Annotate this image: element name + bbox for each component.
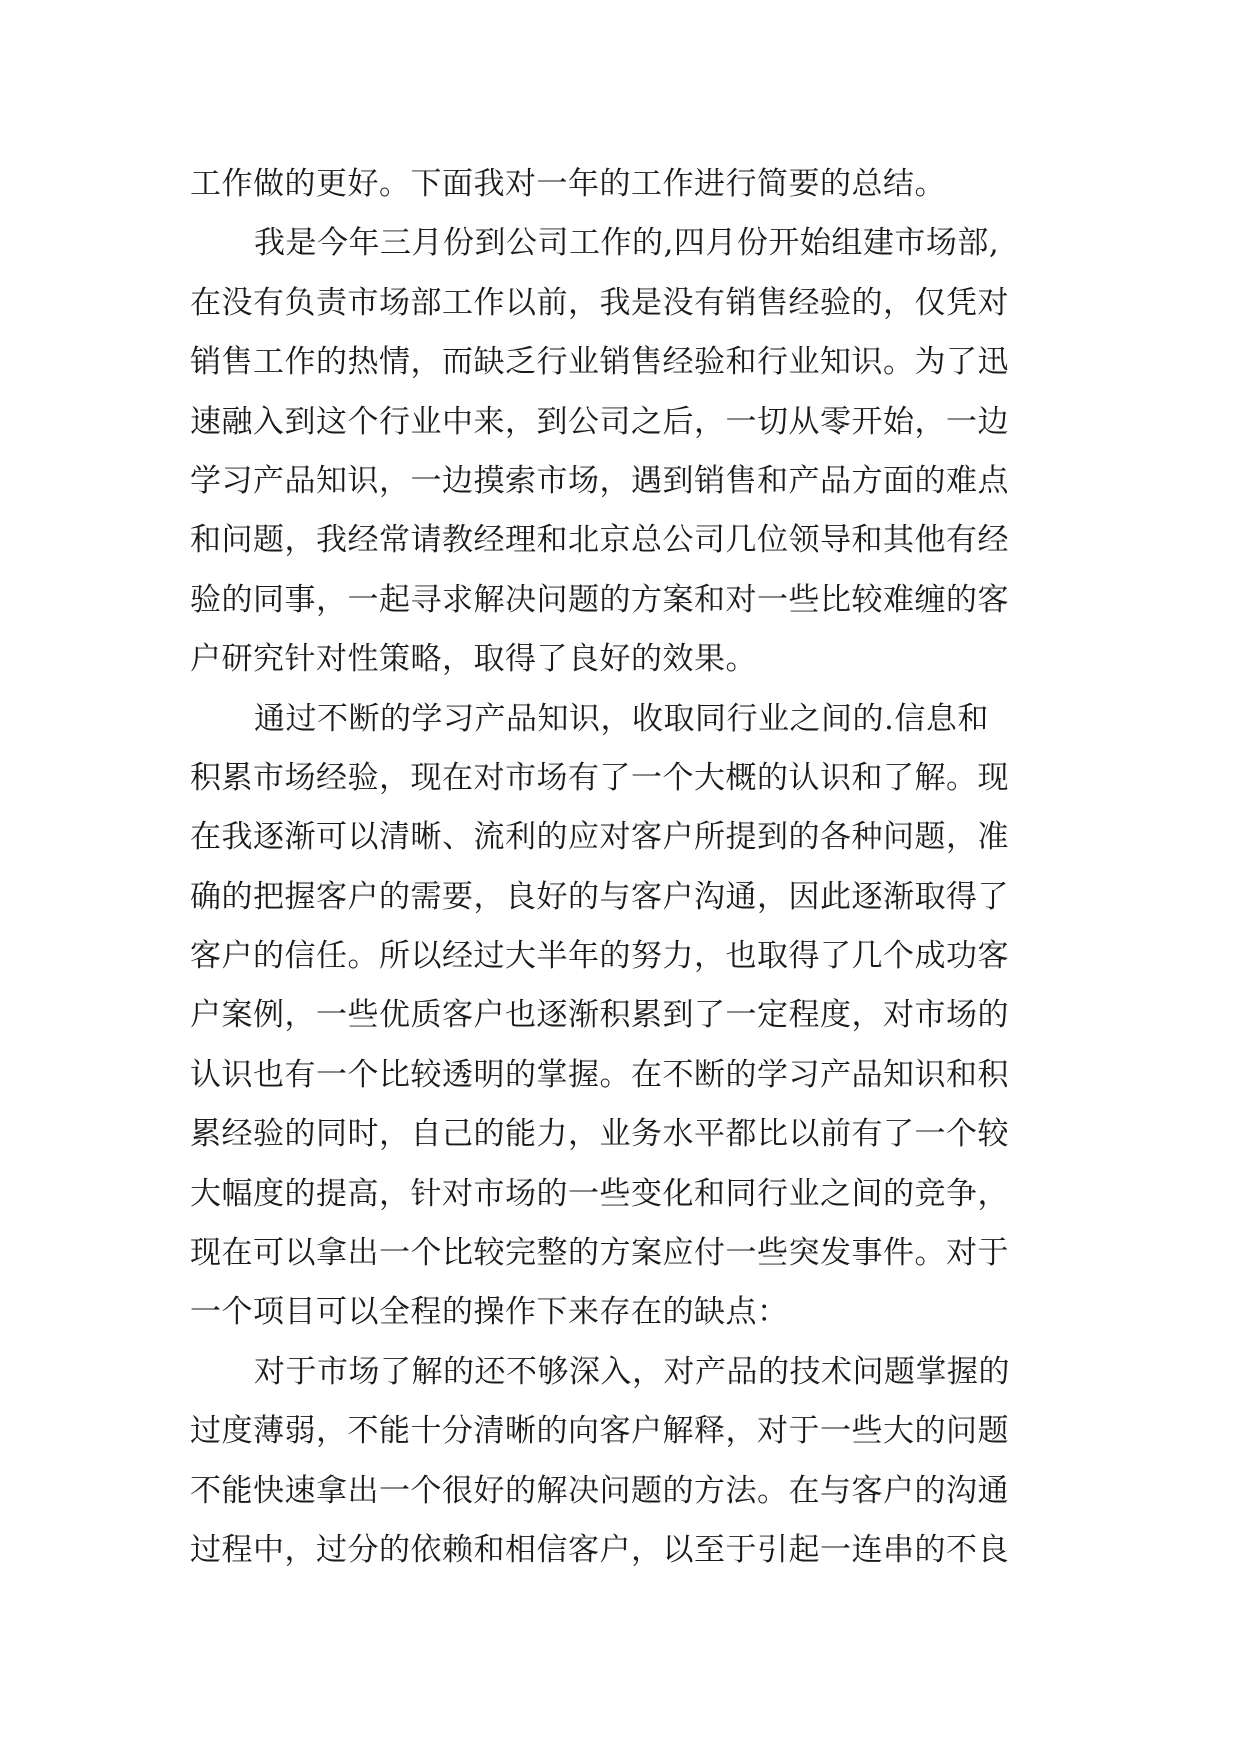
text-line: 过度薄弱，不能十分清晰的向客户解释，对于一些大的问题 xyxy=(190,1413,1009,1450)
text-line: 和问题，我经常请教经理和北京总公司几位领导和其他有经 xyxy=(190,522,1009,559)
text-line: 我是今年三月份到公司工作的,四月份开始组建市场部, xyxy=(254,225,1000,262)
body-text xyxy=(190,155,1070,1580)
text-line: 现在可以拿出一个比较完整的方案应付一些突发事件。对于 xyxy=(190,1235,1009,1272)
text-line: 户研究针对性策略，取得了良好的效果。 xyxy=(190,641,757,678)
text-line: 一个项目可以全程的操作下来存在的缺点： xyxy=(190,1294,789,1331)
text-line: 认识也有一个比较透明的掌握。在不断的学习产品知识和积 xyxy=(190,1056,1009,1093)
text-line: 通过不断的学习产品知识，收取同行业之间的.信息和 xyxy=(254,700,989,737)
text-line: 学习产品知识，一边摸索市场，遇到销售和产品方面的难点 xyxy=(190,462,1009,499)
text-line: 对于市场了解的还不够深入，对产品的技术问题掌握的 xyxy=(254,1353,1010,1390)
text-line: 验的同事，一起寻求解决问题的方案和对一些比较难缠的客 xyxy=(190,581,1009,618)
text-line: 户案例，一些优质客户也逐渐积累到了一定程度，对市场的 xyxy=(190,997,1009,1034)
text-line: 速融入到这个行业中来，到公司之后，一切从零开始，一边 xyxy=(190,403,1009,440)
text-line: 工作做的更好。下面我对一年的工作进行简要的总结。 xyxy=(190,166,946,202)
text-line: 不能快速拿出一个很好的解决问题的方法。在与客户的沟通 xyxy=(190,1472,1009,1509)
text-line: 在我逐渐可以清晰、流利的应对客户所提到的各种问题，准 xyxy=(190,819,1009,856)
text-line: 销售工作的热情，而缺乏行业销售经验和行业知识。为了迅 xyxy=(190,344,1009,381)
text-line: 大幅度的提高，针对市场的一些变化和同行业之间的竞争， xyxy=(190,1175,1009,1212)
text-line: 过程中，过分的依赖和相信客户，以至于引起一连串的不良 xyxy=(190,1531,1009,1568)
text-line: 累经验的同时，自己的能力，业务水平都比以前有了一个较 xyxy=(190,1116,1009,1153)
text-line: 在没有负责市场部工作以前，我是没有销售经验的，仅凭对 xyxy=(190,284,1009,321)
text-line: 客户的信任。所以经过大半年的努力，也取得了几个成功客 xyxy=(190,938,1009,975)
text-line: 确的把握客户的需要，良好的与客户沟通，因此逐渐取得了 xyxy=(190,878,1009,915)
text-line: 积累市场经验，现在对市场有了一个大概的认识和了解。现 xyxy=(190,759,1009,796)
